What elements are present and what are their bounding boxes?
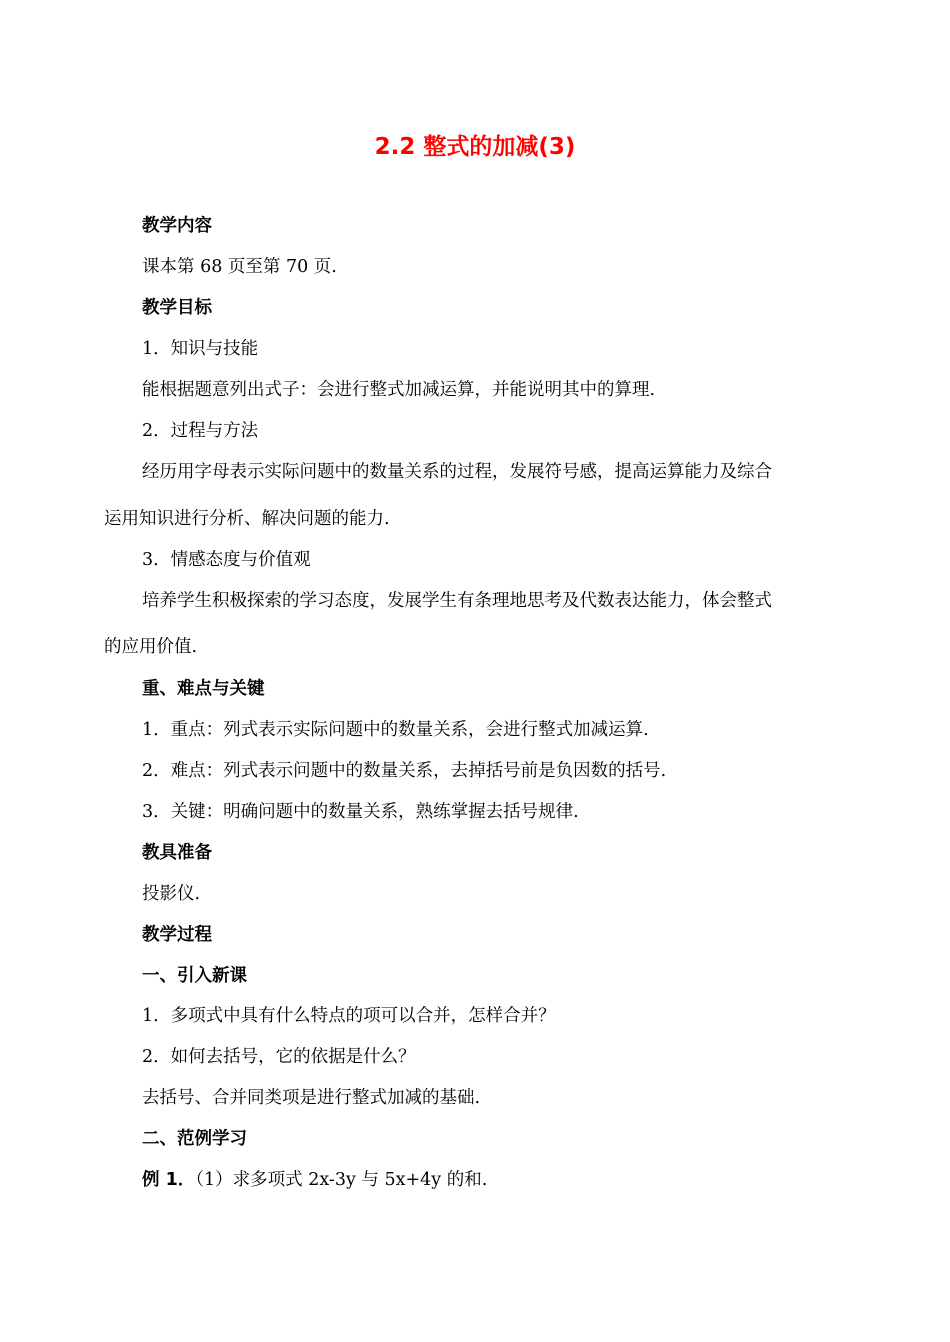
key-point-1: 1．重点：列式表示实际问题中的数量关系，会进行整式加减运算. [142,720,649,740]
goal-2-text-line-1: 经历用字母表示实际问题中的数量关系的过程，发展符号感，提高运算能力及综合 [142,462,772,482]
heading-key-points: 重、难点与关键 [142,679,265,699]
heading-teaching-goals: 教学目标 [142,298,212,318]
goal-1-text: 能根据题意列出式子：会进行整式加减运算，并能说明其中的算理. [142,380,656,400]
intro-item-2: 2．如何去括号，它的依据是什么？ [142,1047,416,1067]
key-point-3: 3．关键：明确问题中的数量关系，熟练掌握去括号规律. [142,802,579,822]
paragraph-teaching-tools: 投影仪. [142,884,201,904]
heading-examples: 二、范例学习 [142,1129,247,1149]
heading-teaching-process: 教学过程 [142,925,212,945]
heading-teaching-tools: 教具准备 [142,843,212,863]
goal-3-text-line-2: 的应用价值. [104,637,198,657]
goal-3-title: 3．情感态度与价值观 [142,550,311,570]
intro-item-3: 去括号、合并同类项是进行整式加减的基础. [142,1088,481,1108]
key-point-2: 2．难点：列式表示问题中的数量关系，去掉括号前是负因数的括号. [142,761,667,781]
goal-1-title: 1．知识与技能 [142,339,259,359]
example-1-text: （1）求多项式 2x-3y 与 5x+4y 的和. [195,1170,488,1190]
goal-2-title: 2．过程与方法 [142,421,259,441]
paragraph-teaching-content: 课本第 68 页至第 70 页. [142,257,337,277]
heading-teaching-content: 教学内容 [142,216,212,236]
goal-2-text-line-2: 运用知识进行分析、解决问题的能力. [104,509,390,529]
goal-3-text-line-1: 培养学生积极探索的学习态度，发展学生有条理地思考及代数表达能力，体会整式 [142,591,772,611]
heading-intro: 一、引入新课 [142,966,247,986]
intro-item-1: 1．多项式中具有什么特点的项可以合并，怎样合并？ [142,1006,556,1026]
page-title: 2.2 整式的加减(3) [374,134,576,160]
example-1 [142,1168,487,1192]
example-1-label: 例 1． [142,1170,196,1190]
